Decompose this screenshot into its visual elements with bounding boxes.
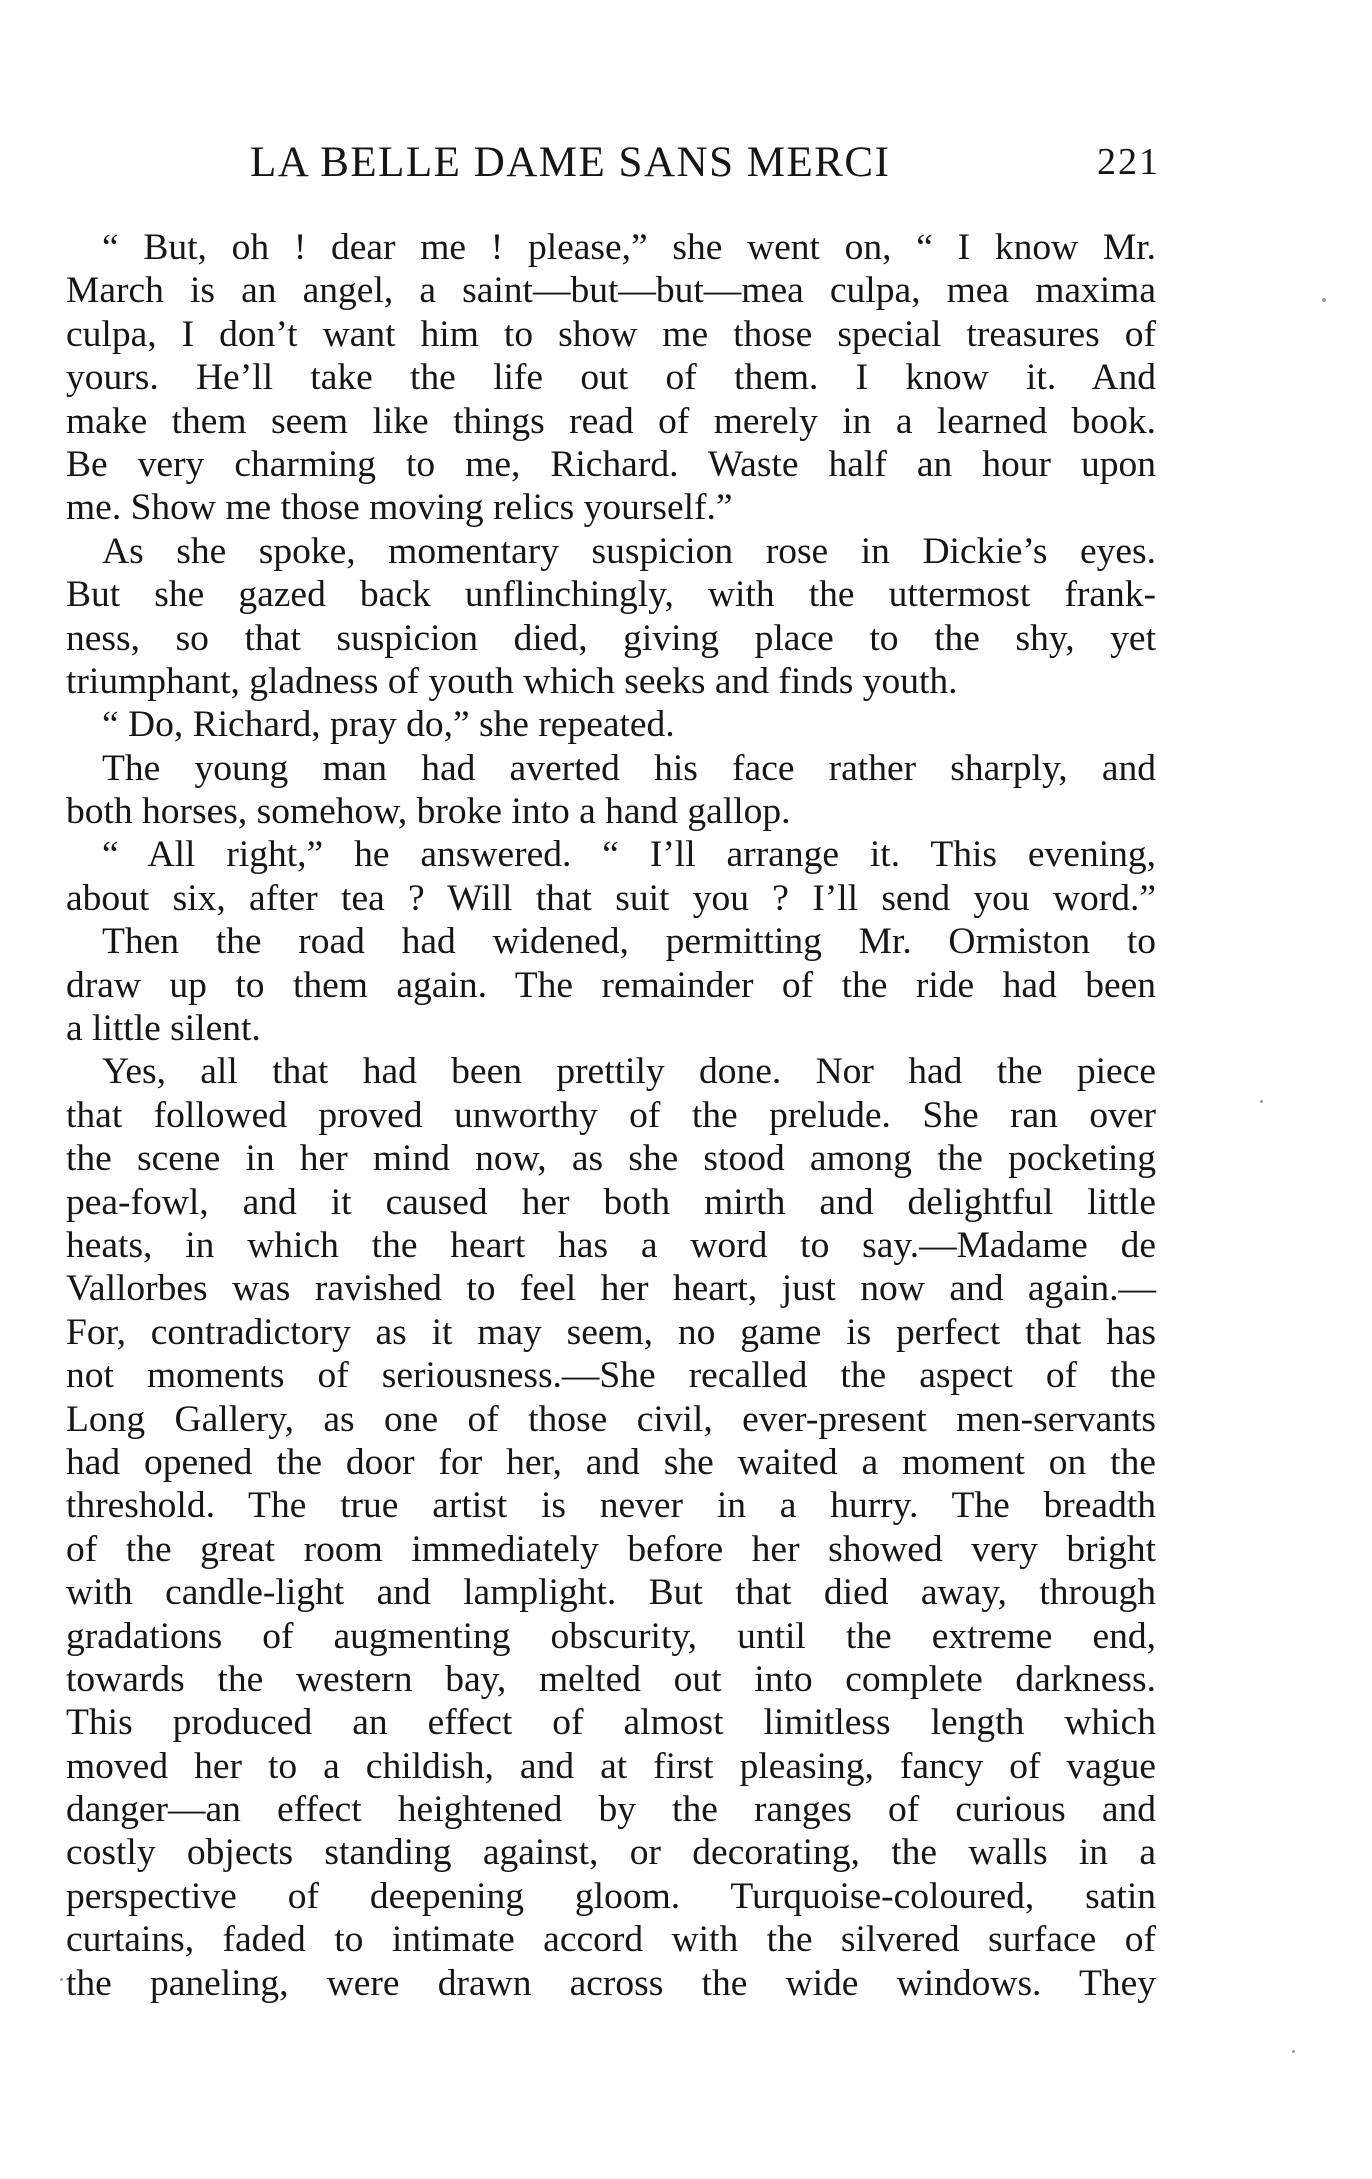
text-line: “ All right,” he answered. “ I’ll arrange it. This evening, — [102, 834, 1156, 876]
text-line: But she gazed back unflinchingly, with the uttermost frank- — [66, 574, 1156, 616]
text-line: both horses, somehow, broke into a hand gallop. — [66, 791, 791, 833]
text-line: Vallorbes was ravished to feel her heart, just now and again.— — [66, 1268, 1156, 1310]
text-line: heats, in which the heart has a word to say.—Madame de — [66, 1224, 1156, 1266]
paragraph — [66, 920, 1156, 1050]
scan-speck — [1322, 298, 1326, 302]
running-title: LA BELLE DAME SANS MERCI — [250, 139, 891, 186]
text-line: the scene in her mind now, as she stood among the pocketing — [66, 1138, 1156, 1180]
paragraph — [66, 1050, 1156, 2005]
page-number: 221 — [1097, 141, 1160, 183]
text-line: costly objects standing against, or decorating, the walls in a — [66, 1832, 1156, 1874]
text-line: draw up to them again. The remainder of the ride had been — [66, 964, 1156, 1006]
text-line: perspective of deepening gloom. Turquoise-coloured, satin — [66, 1875, 1156, 1917]
text-line: Be very charming to me, Richard. Waste half an hour upon — [66, 443, 1156, 485]
text-line: “ But, oh ! dear me ! please,” she went on, “ I know Mr. — [102, 227, 1156, 268]
paragraph — [66, 747, 1156, 834]
text-line: not moments of seriousness.—She recalled the aspect of the — [66, 1355, 1156, 1397]
text-line: March is an angel, a saint—but—but—mea culpa, mea maxima — [66, 270, 1156, 312]
text-line: that followed proved unworthy of the prelude. She ran over — [66, 1094, 1156, 1136]
text-line: “ Do, Richard, pray do,” she repeated. — [102, 704, 675, 746]
text-line: me. Show me those moving relics yourself.” — [66, 487, 733, 529]
text-line: towards the western bay, melted out into complete darkness. — [66, 1658, 1156, 1700]
text-line: culpa, I don’t want him to show me those special treasures of — [66, 313, 1156, 355]
text-line: For, contradictory as it may seem, no game is perfect that has — [66, 1311, 1156, 1353]
text-line: yours. He’ll take the life out of them. I know it. And — [66, 357, 1156, 399]
text-line: with candle-light and lamplight. But that died away, through — [66, 1572, 1156, 1614]
text-line: threshold. The true artist is never in a hurry. The breadth — [66, 1485, 1156, 1527]
scan-speck — [1292, 2050, 1295, 2053]
text-line: triumphant, gladness of youth which seeks and finds youth. — [66, 660, 958, 702]
text-line: Long Gallery, as one of those civil, ever-present men-servants — [66, 1398, 1156, 1440]
text-line: gradations of augmenting obscurity, until the extreme end, — [66, 1615, 1156, 1657]
text-line: Yes, all that had been prettily done. Nor had the piece — [102, 1051, 1156, 1093]
text-line: curtains, faded to intimate accord with the silvered surface of — [66, 1919, 1156, 1961]
text-line: the paneling, were drawn across the wide windows. They — [66, 1962, 1156, 2004]
text-line: pea-fowl, and it caused her both mirth and delightful little — [66, 1181, 1156, 1223]
paragraph — [66, 226, 1156, 530]
text-line: a little silent. — [66, 1008, 261, 1050]
text-line: The young man had averted his face rather sharply, and — [102, 747, 1156, 789]
paragraph — [66, 833, 1156, 920]
scan-speck — [60, 1978, 63, 1981]
page-header — [250, 138, 1160, 188]
text-line: This produced an effect of almost limitless length which — [66, 1702, 1156, 1744]
text-line: of the great room immediately before her showed very bright — [66, 1528, 1156, 1570]
scan-speck — [1260, 1100, 1263, 1103]
text-line: ness, so that suspicion died, giving place to the shy, yet — [66, 617, 1156, 659]
paragraph — [66, 530, 1156, 704]
text-line: had opened the door for her, and she waited a moment on the — [66, 1441, 1156, 1483]
text-line: make them seem like things read of merely in a learned book. — [66, 400, 1156, 442]
text-line: about six, after tea ? Will that suit you ? I’ll send you word.” — [66, 877, 1156, 919]
text-line: Then the road had widened, permitting Mr. Ormiston to — [102, 921, 1156, 963]
text-line: moved her to a childish, and at first pleasing, fancy of vague — [66, 1745, 1156, 1787]
text-line: danger—an effect heightened by the ranges of curious and — [66, 1789, 1156, 1831]
text-line: As she spoke, momentary suspicion rose in Dickie’s eyes. — [102, 530, 1156, 572]
body-text — [66, 226, 1156, 2005]
paragraph — [66, 703, 1156, 746]
